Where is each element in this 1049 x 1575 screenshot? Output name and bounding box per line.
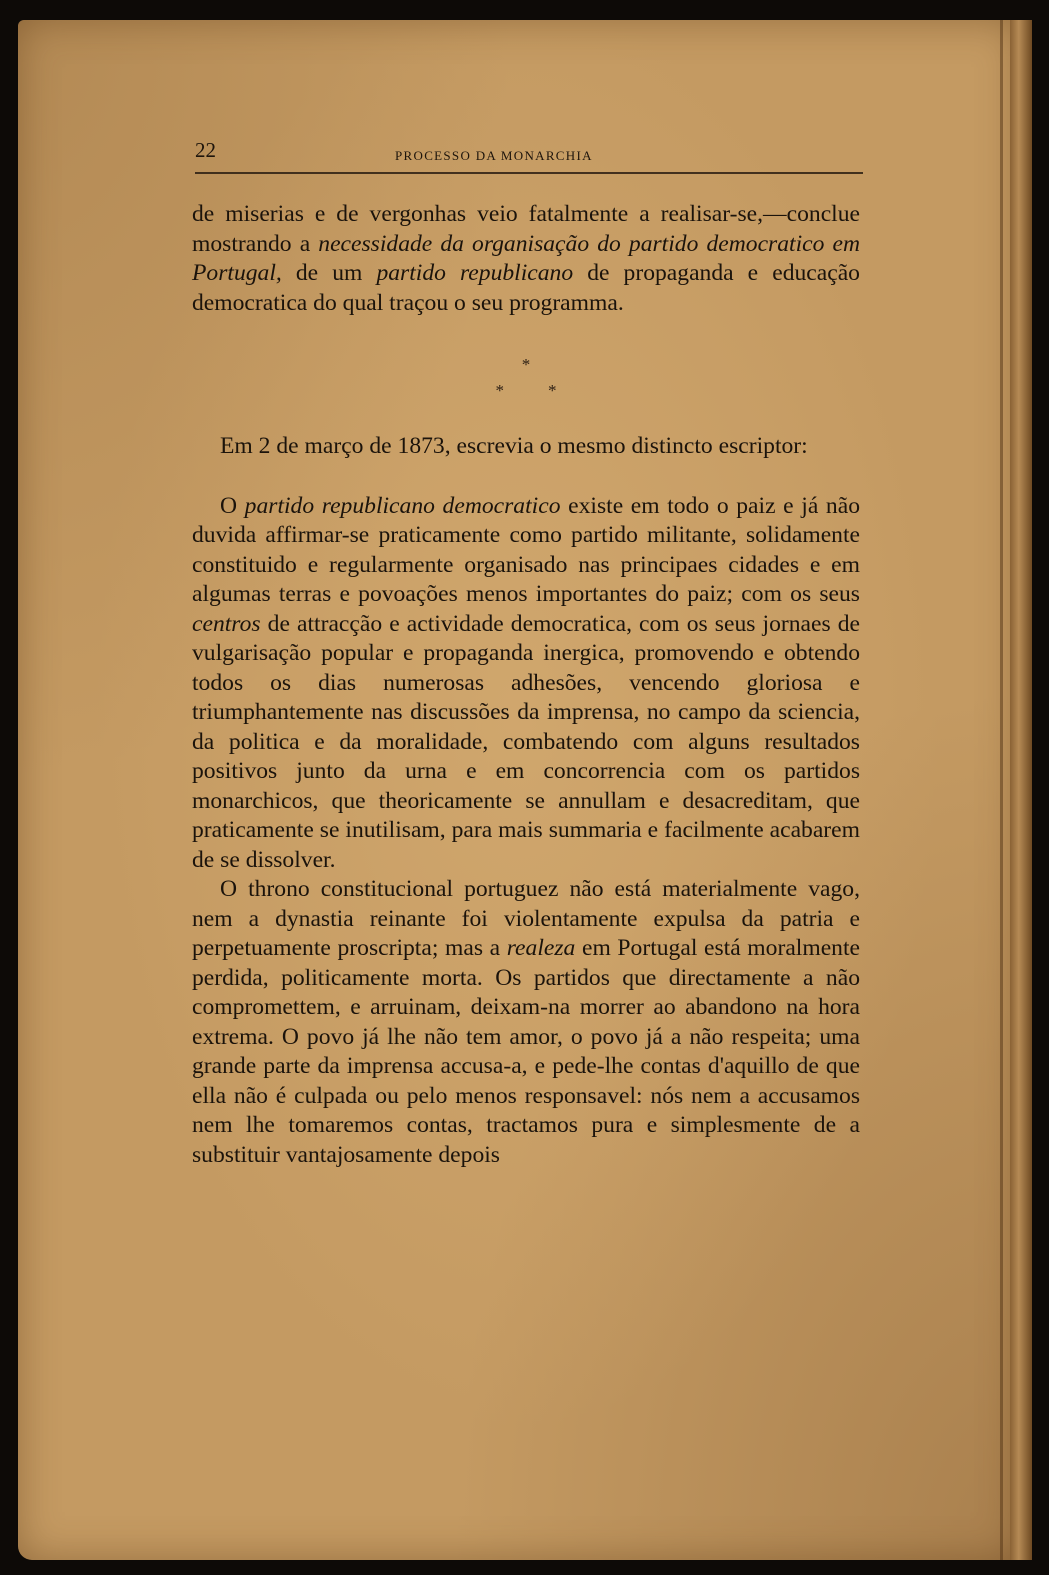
paragraph-4 — [192, 875, 860, 1170]
paragraph-3-seg-3: centros — [192, 610, 261, 637]
paragraph-3-seg-4: de attracção e actividade democratica, com os seus jornaes de vulgarisação popular e propaganda inergica, promovendo e obtendo todos os dias numerosas adhesões, vencendo gloriosa e triumphantemente nas discussões da imprensa, no campo da sciencia, da politica e da moralidade, combatendo com alguns resultados positivos junto da urna e em concorrencia com os partidos monarchicos, que theoricamente se annullam e desacreditam, que praticamente se inutilisam, para mais summaria e facilmente acabarem de se dissolver. — [192, 610, 860, 873]
ornament-star-right: * — [548, 381, 557, 400]
paragraph-1-seg-4: de propaganda e educação democratica do qual traçou o seu programma. — [192, 260, 860, 316]
paragraph-4-seg-1: realeza — [506, 935, 576, 961]
ornament-star-left: * — [495, 381, 504, 400]
paragraph-3-seg-1: partido republicano democratico — [244, 492, 561, 519]
paragraph-3 — [192, 492, 860, 876]
paragraph-2 — [192, 432, 860, 462]
ornament-star-top: * — [521, 355, 531, 374]
body-text — [192, 200, 860, 1170]
paragraph-1-seg-1: necessidade da organisação do partido democratico em Portugal, — [192, 230, 861, 286]
paragraph-1-seg-0: de miserias e de vergonhas veio fatalmente a realisar-se,—conclue mostrando a — [192, 201, 860, 257]
page-fold-edge — [1010, 20, 1032, 1560]
paragraph-1 — [192, 200, 860, 318]
paragraph-4-seg-0: O throno constitucional portuguez não está materialmente vago, nem a dynastia reinante foi violentamente expulsa da patria e perpetuamente proscripta; mas a — [192, 876, 860, 961]
paragraph-3-seg-0: O — [220, 492, 245, 519]
paragraph-4-seg-2: em Portugal está moralmente perdida, politicamente morta. Os partidos que directamente a não compromettem, e arruinam, deixam-na morrer ao abandono na hora extrema. O povo já lhe não tem amor, o povo já a não respeita; uma grande parte da imprensa accusa-a, e pede-lhe contas d'aquillo de que ella não é culpada ou pelo menos responsavel: nós nem a accusamos nem lhe tomaremos contas, tractamos pura e simplesmente de a substituir vantajosamente depois — [192, 935, 860, 1168]
paragraph-1-seg-2: de um — [281, 260, 377, 286]
paragraph-3-seg-2: existe em todo o paiz e já não duvida affirmar-se praticamente como partido militante, solidamente constituido e regularmente organisado nas principaes cidades e em algumas terras e povoações menos importantes do paiz; com os seus — [192, 492, 861, 607]
running-title: PROCESSO DA MONARCHIA — [395, 148, 593, 163]
page-crease — [1000, 20, 1003, 1560]
header-rule — [195, 172, 863, 174]
section-ornament — [192, 352, 860, 404]
paragraph-2-text: Em 2 de março de 1873, escrevia o mesmo distincto escriptor: — [220, 433, 808, 459]
page-header — [195, 138, 863, 168]
paragraph-1-seg-3: partido republicano — [376, 260, 574, 286]
page-number: 22 — [195, 138, 216, 162]
